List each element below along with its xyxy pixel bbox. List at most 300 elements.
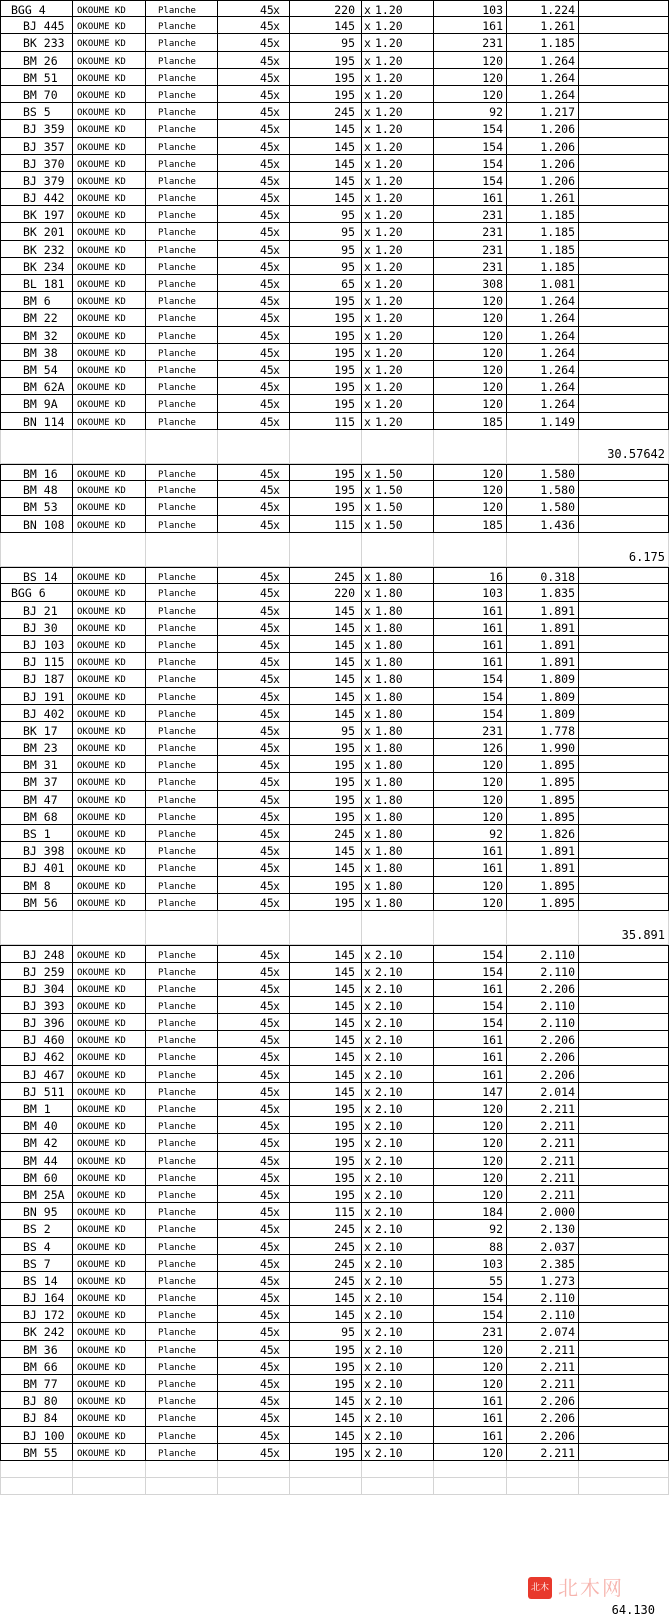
table-cell	[289, 773, 361, 790]
table-cell	[289, 1220, 361, 1237]
table-cell	[506, 241, 578, 258]
dimension-separator: x	[273, 1377, 280, 1392]
table-cell	[578, 155, 669, 172]
table-cell	[289, 0, 361, 17]
empty-cell	[506, 911, 578, 945]
thickness-value: 45	[260, 53, 274, 68]
table-cell	[506, 894, 578, 911]
table-cell	[0, 309, 72, 326]
volume-value: 1.185	[540, 225, 575, 240]
length-value: 1.80	[375, 792, 403, 807]
table-cell	[289, 120, 361, 137]
volume-value: 2.211	[540, 1377, 575, 1392]
table-cell	[217, 636, 289, 653]
wood-grade: OKOUME KD	[77, 365, 126, 376]
volume-value: 1.149	[540, 414, 575, 429]
table-cell	[361, 636, 433, 653]
table-cell	[0, 1031, 72, 1048]
table-cell	[72, 292, 145, 309]
length-value: 2.10	[375, 1033, 403, 1048]
volume-value: 1.264	[540, 70, 575, 85]
wood-grade: OKOUME KD	[77, 589, 126, 600]
table-row	[0, 584, 669, 601]
table-cell	[578, 1323, 669, 1340]
empty-row	[0, 1461, 669, 1478]
board-reference: BM 25A	[23, 1187, 65, 1202]
table-cell	[361, 138, 433, 155]
board-reference: BJ 357	[23, 139, 65, 154]
group-subtotal: 30.57642	[607, 447, 665, 462]
length-value: 1.80	[375, 844, 403, 859]
quantity-value: 154	[482, 964, 503, 979]
table-cell	[578, 86, 669, 103]
table-cell	[433, 842, 506, 859]
table-cell	[506, 963, 578, 980]
table-row	[0, 223, 669, 240]
length-value: 2.10	[375, 1377, 403, 1392]
quantity-value: 154	[482, 156, 503, 171]
table-cell	[72, 155, 145, 172]
dimension-separator: x	[364, 672, 371, 687]
thickness-value: 45	[260, 964, 274, 979]
table-cell	[145, 69, 217, 86]
table-cell	[145, 395, 217, 412]
table-cell	[506, 155, 578, 172]
table-cell	[72, 1048, 145, 1065]
table-cell	[433, 1341, 506, 1358]
quantity-value: 308	[482, 277, 503, 291]
length-value: 1.80	[375, 895, 403, 910]
table-cell	[72, 980, 145, 997]
table-cell	[361, 258, 433, 275]
thickness-value: 45	[260, 844, 274, 859]
length-value: 1.80	[375, 827, 403, 842]
width-value: 145	[334, 191, 355, 206]
length-value: 2.10	[375, 1428, 403, 1443]
width-value: 195	[334, 1102, 355, 1117]
table-row	[0, 206, 669, 223]
table-cell	[0, 773, 72, 790]
width-value: 95	[341, 36, 355, 51]
empty-cell	[145, 911, 217, 945]
table-cell	[289, 275, 361, 292]
wood-grade: OKOUME KD	[77, 39, 126, 50]
table-cell	[433, 120, 506, 137]
board-reference: BS 4	[23, 1239, 51, 1254]
table-cell	[72, 464, 145, 481]
table-row	[0, 1306, 669, 1323]
product-type: Planche	[158, 1362, 196, 1373]
wood-grade: OKOUME KD	[77, 1294, 126, 1305]
length-value: 2.10	[375, 1050, 403, 1065]
table-cell	[361, 1169, 433, 1186]
table-cell	[289, 705, 361, 722]
thickness-value: 45	[260, 362, 274, 377]
board-reference: BM 70	[23, 87, 58, 102]
table-cell	[0, 602, 72, 619]
table-cell	[217, 292, 289, 309]
board-reference: BM 38	[23, 345, 58, 360]
wood-grade: OKOUME KD	[77, 1105, 126, 1116]
dimension-separator: x	[273, 844, 280, 859]
table-cell	[289, 1083, 361, 1100]
table-cell	[506, 722, 578, 739]
table-cell	[217, 567, 289, 584]
table-cell	[433, 138, 506, 155]
table-cell	[289, 86, 361, 103]
wood-grade: OKOUME KD	[77, 486, 126, 497]
dimension-separator: x	[364, 570, 371, 585]
quantity-value: 161	[482, 1050, 503, 1065]
volume-value: 1.264	[540, 311, 575, 326]
board-reference: BS 2	[23, 1222, 51, 1237]
table-cell	[217, 808, 289, 825]
table-cell	[578, 206, 669, 223]
product-type: Planche	[158, 1190, 196, 1201]
table-cell	[289, 1444, 361, 1461]
table-cell	[433, 395, 506, 412]
dimension-separator: x	[364, 345, 371, 360]
product-type: Planche	[158, 864, 196, 875]
product-type: Planche	[158, 211, 196, 222]
width-value: 195	[334, 1153, 355, 1168]
table-cell	[433, 1186, 506, 1203]
table-cell	[0, 1186, 72, 1203]
table-cell	[506, 86, 578, 103]
table-row	[0, 1444, 669, 1461]
dimension-separator: x	[364, 1377, 371, 1392]
table-cell	[217, 275, 289, 292]
empty-cell	[578, 1461, 669, 1478]
dimension-separator: x	[364, 655, 371, 670]
wood-grade: OKOUME KD	[77, 692, 126, 703]
table-cell	[145, 138, 217, 155]
wood-grade: OKOUME KD	[77, 1414, 126, 1425]
width-value: 145	[334, 998, 355, 1013]
grand-total: 64.130	[611, 1603, 655, 1617]
quantity-value: 120	[482, 792, 503, 807]
wood-grade: OKOUME KD	[77, 1276, 126, 1287]
length-value: 1.50	[375, 517, 403, 532]
product-type: Planche	[158, 470, 196, 481]
table-cell	[506, 1031, 578, 1048]
table-cell	[506, 756, 578, 773]
thickness-value: 45	[260, 380, 274, 395]
table-cell	[289, 1203, 361, 1220]
table-cell	[0, 1134, 72, 1151]
table-cell	[0, 567, 72, 584]
table-cell	[433, 1100, 506, 1117]
table-cell	[506, 1358, 578, 1375]
board-reference: BK 201	[23, 225, 65, 240]
board-reference: BJ 396	[23, 1016, 65, 1031]
table-cell	[72, 1323, 145, 1340]
thickness-value: 45	[260, 1102, 274, 1117]
dimension-separator: x	[364, 706, 371, 721]
table-cell	[506, 670, 578, 687]
table-cell	[433, 1048, 506, 1065]
width-value: 195	[334, 87, 355, 102]
product-type: Planche	[158, 39, 196, 50]
table-cell	[361, 34, 433, 51]
product-type: Planche	[158, 778, 196, 789]
table-cell	[361, 52, 433, 69]
table-cell	[361, 1100, 433, 1117]
table-cell	[145, 103, 217, 120]
volume-value: 2.206	[540, 1033, 575, 1048]
thickness-value: 45	[260, 655, 274, 670]
table-cell	[433, 413, 506, 430]
length-value: 2.10	[375, 1273, 403, 1288]
table-cell	[289, 670, 361, 687]
empty-cell	[145, 1461, 217, 1478]
wood-grade: OKOUME KD	[77, 1208, 126, 1219]
width-value: 145	[334, 672, 355, 687]
table-row	[0, 1375, 669, 1392]
table-cell	[506, 120, 578, 137]
empty-cell	[578, 911, 669, 945]
table-cell	[72, 0, 145, 17]
table-cell	[433, 859, 506, 876]
product-type: Planche	[158, 692, 196, 703]
table-cell	[433, 1117, 506, 1134]
table-cell	[217, 1100, 289, 1117]
width-value: 145	[334, 1033, 355, 1048]
table-cell	[361, 1289, 433, 1306]
table-cell	[289, 327, 361, 344]
empty-cell	[0, 1461, 72, 1478]
product-type: Planche	[158, 1019, 196, 1030]
table-cell	[72, 309, 145, 326]
product-type: Planche	[158, 503, 196, 514]
table-cell	[433, 1375, 506, 1392]
table-cell	[433, 327, 506, 344]
thickness-value: 45	[260, 637, 274, 652]
table-cell	[289, 1186, 361, 1203]
thickness-value: 45	[260, 467, 274, 482]
table-cell	[578, 361, 669, 378]
board-reference: BJ 187	[23, 672, 65, 687]
table-cell	[0, 1014, 72, 1031]
table-cell	[361, 688, 433, 705]
board-reference: BJ 30	[23, 620, 58, 635]
product-type: Planche	[158, 262, 196, 273]
table-cell	[506, 791, 578, 808]
length-value: 2.10	[375, 1067, 403, 1082]
table-cell	[145, 464, 217, 481]
length-value: 1.80	[375, 878, 403, 893]
wood-grade: OKOUME KD	[77, 606, 126, 617]
dimension-separator: x	[364, 1325, 371, 1340]
volume-value: 1.895	[540, 775, 575, 790]
wood-grade: OKOUME KD	[77, 331, 126, 342]
dimension-separator: x	[364, 1033, 371, 1048]
table-cell	[433, 155, 506, 172]
table-cell	[578, 567, 669, 584]
product-type: Planche	[158, 1397, 196, 1408]
board-reference: BM 26	[23, 53, 58, 68]
volume-value: 1.264	[540, 380, 575, 395]
table-cell	[361, 1375, 433, 1392]
wood-grade: OKOUME KD	[77, 1259, 126, 1270]
width-value: 115	[334, 1205, 355, 1220]
table-row	[0, 1392, 669, 1409]
table-cell	[72, 1117, 145, 1134]
product-type: Planche	[158, 1087, 196, 1098]
table-cell	[217, 1289, 289, 1306]
table-row	[0, 1238, 669, 1255]
quantity-value: 161	[482, 844, 503, 859]
dimension-separator: x	[273, 414, 280, 429]
table-cell	[72, 756, 145, 773]
length-value: 2.10	[375, 948, 403, 963]
board-reference: BK 242	[23, 1325, 65, 1340]
quantity-value: 154	[482, 948, 503, 963]
table-cell	[433, 636, 506, 653]
table-cell	[217, 17, 289, 34]
product-type: Planche	[158, 1328, 196, 1339]
wood-grade: OKOUME KD	[77, 159, 126, 170]
table-cell	[361, 344, 433, 361]
dimension-separator: x	[273, 689, 280, 704]
dimension-separator: x	[273, 380, 280, 395]
table-cell	[506, 945, 578, 962]
thickness-value: 45	[260, 1084, 274, 1099]
wood-grade: OKOUME KD	[77, 1397, 126, 1408]
table-cell	[433, 309, 506, 326]
thickness-value: 45	[260, 36, 274, 51]
table-cell	[361, 808, 433, 825]
table-cell	[217, 464, 289, 481]
table-cell	[433, 1427, 506, 1444]
length-value: 1.80	[375, 775, 403, 790]
table-row	[0, 877, 669, 894]
length-value: 1.20	[375, 191, 403, 206]
length-value: 2.10	[375, 1394, 403, 1409]
table-cell	[289, 1134, 361, 1151]
table-cell	[506, 1323, 578, 1340]
table-cell	[145, 309, 217, 326]
table-row	[0, 52, 669, 69]
width-value: 245	[334, 827, 355, 842]
thickness-value: 45	[260, 620, 274, 635]
quantity-value: 231	[482, 242, 503, 257]
wood-grade: OKOUME KD	[77, 297, 126, 308]
dimension-separator: x	[273, 139, 280, 154]
table-row	[0, 69, 669, 86]
width-value: 195	[334, 362, 355, 377]
table-cell	[289, 258, 361, 275]
thickness-value: 45	[260, 500, 274, 515]
table-cell	[72, 945, 145, 962]
table-cell	[578, 1427, 669, 1444]
table-cell	[506, 361, 578, 378]
table-cell	[361, 602, 433, 619]
length-value: 2.10	[375, 1119, 403, 1134]
table-cell	[578, 791, 669, 808]
table-cell	[289, 859, 361, 876]
table-cell	[433, 808, 506, 825]
product-type: Planche	[158, 176, 196, 187]
table-cell	[578, 413, 669, 430]
product-type: Planche	[158, 125, 196, 136]
volume-value: 1.891	[540, 844, 575, 859]
table-cell	[72, 1100, 145, 1117]
table-cell	[433, 705, 506, 722]
table-cell	[289, 619, 361, 636]
quantity-value: 161	[482, 19, 503, 34]
table-cell	[72, 705, 145, 722]
dimension-separator: x	[364, 1428, 371, 1443]
table-cell	[0, 894, 72, 911]
table-cell	[72, 688, 145, 705]
table-cell	[145, 980, 217, 997]
table-cell	[0, 1100, 72, 1117]
table-cell	[578, 997, 669, 1014]
table-cell	[433, 1238, 506, 1255]
table-cell	[578, 1358, 669, 1375]
volume-value: 1.778	[540, 723, 575, 738]
table-cell	[0, 1375, 72, 1392]
empty-cell	[361, 1478, 433, 1495]
table-cell	[506, 327, 578, 344]
table-cell	[145, 258, 217, 275]
table-cell	[217, 223, 289, 240]
thickness-value: 45	[260, 1325, 274, 1340]
dimension-separator: x	[364, 723, 371, 738]
table-cell	[289, 34, 361, 51]
dimension-separator: x	[364, 294, 371, 309]
wood-grade: OKOUME KD	[77, 709, 126, 720]
volume-value: 1.081	[540, 277, 575, 291]
table-cell	[361, 1341, 433, 1358]
table-cell	[72, 413, 145, 430]
wood-grade: OKOUME KD	[77, 211, 126, 222]
table-row	[0, 1289, 669, 1306]
width-value: 145	[334, 655, 355, 670]
volume-value: 1.264	[540, 328, 575, 343]
wood-grade: OKOUME KD	[77, 573, 126, 584]
length-value: 1.20	[375, 345, 403, 360]
width-value: 195	[334, 1342, 355, 1357]
product-type: Planche	[158, 589, 196, 600]
thickness-value: 45	[260, 1428, 274, 1443]
table-cell	[0, 1238, 72, 1255]
length-value: 2.10	[375, 1359, 403, 1374]
table-cell	[72, 963, 145, 980]
product-type: Planche	[158, 967, 196, 978]
dimension-separator: x	[273, 878, 280, 893]
table-cell	[578, 808, 669, 825]
table-cell	[361, 1066, 433, 1083]
volume-value: 2.110	[540, 1308, 575, 1323]
table-cell	[72, 1255, 145, 1272]
volume-value: 1.809	[540, 672, 575, 687]
product-type: Planche	[158, 744, 196, 755]
volume-value: 1.217	[540, 105, 575, 120]
table-cell	[289, 653, 361, 670]
table-cell	[289, 1358, 361, 1375]
table-cell	[506, 498, 578, 515]
table-cell	[289, 584, 361, 601]
wood-grade: OKOUME KD	[77, 1242, 126, 1253]
table-cell	[0, 688, 72, 705]
volume-value: 1.895	[540, 792, 575, 807]
dimension-separator: x	[364, 741, 371, 756]
quantity-value: 161	[482, 861, 503, 876]
table-cell	[506, 103, 578, 120]
dimension-separator: x	[273, 294, 280, 309]
